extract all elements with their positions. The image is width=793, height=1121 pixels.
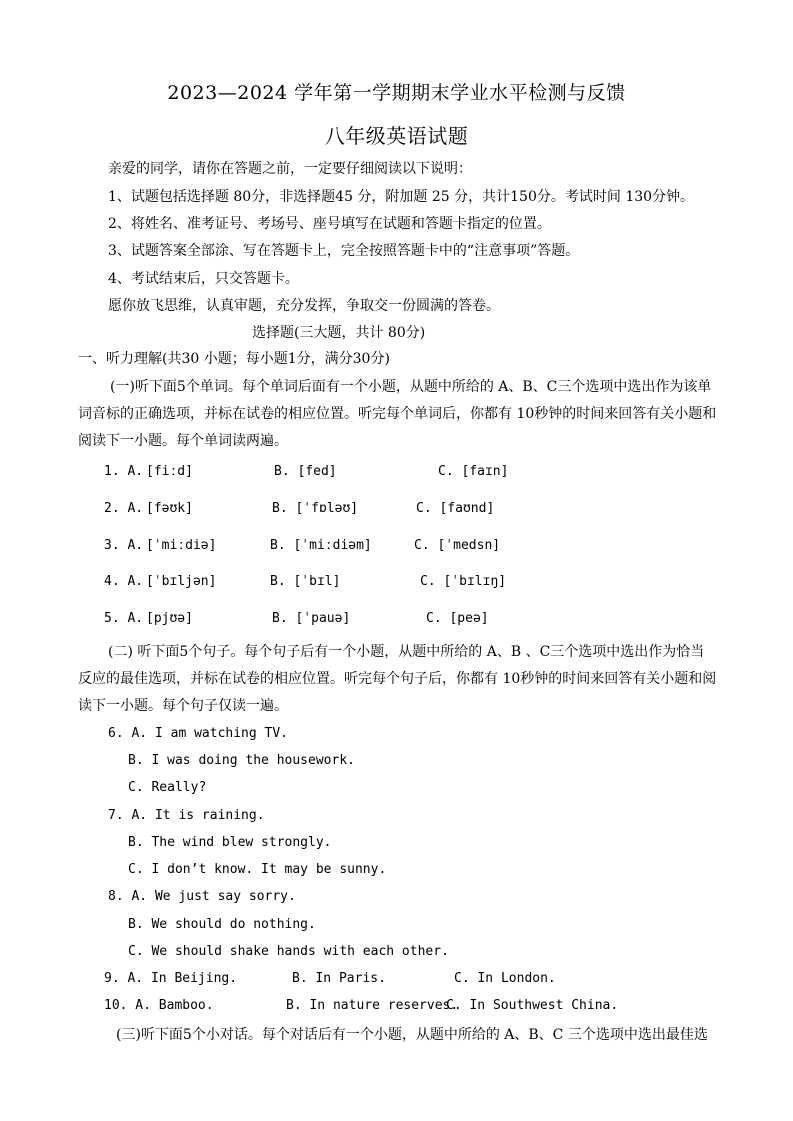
part1-heading: 一、听力理解(共30 小题；每小题1分，满分30分) <box>78 351 390 367</box>
q8-option-c: C. We should shake hands with each other. <box>128 944 449 959</box>
option-c: C. [ˈbɪlɪŋ] <box>420 574 507 589</box>
q6-option-c: C. Really? <box>128 780 207 795</box>
sub2-instructions-line1: (二) 听下面5个句子。每个句子后有一个小题，从题中所给的 A、B 、C三个选项中选出作为恰当 <box>108 644 705 660</box>
intro-rule-4: 4、考试结束后，只交答题卡。 <box>108 271 299 287</box>
intro-rule-2: 2、将姓名、准考证号、考场号、座号填写在试题和答题卡指定的位置。 <box>108 216 551 232</box>
option-b: B. [ˈmiːdiəm] <box>270 538 372 553</box>
q7-option-a: 7. A. It is raining. <box>108 808 265 823</box>
option-a: [pjʊə] <box>146 611 193 626</box>
option-a: [fiːd] <box>146 464 193 479</box>
sub1-instructions-line2: 词音标的正确选项，并标在试卷的相应位置。听完每个单词后，你都有 10秒钟的时间来回答有关小题和 <box>78 406 717 422</box>
intro-wish: 愿你放飞思维，认真审题，充分发挥，争取交一份圆满的答卷。 <box>108 298 500 314</box>
option-a: [fəʊk] <box>146 501 193 516</box>
q10-option-c: C. In Southwest China. <box>446 998 619 1013</box>
option-c: C. [faɪn] <box>438 464 509 479</box>
option-a: [ˈbɪljən] <box>146 574 217 589</box>
sub2-instructions-line3: 读下一小题。每个句子仅读一遍。 <box>78 698 288 714</box>
q8-option-b: B. We should do nothing. <box>128 917 316 932</box>
q6-option-b: B. I was doing the housework. <box>128 753 355 768</box>
q7-option-c: C. I don’t know. It may be sunny. <box>128 862 387 877</box>
question-number: 5. A. <box>104 611 144 626</box>
intro-rule-3: 3、试题答案全部涂、写在答题卡上，完全按照答题卡中的“注意事项”答题。 <box>108 243 580 259</box>
exam-subtitle: 八年级英语试题 <box>324 124 469 148</box>
option-a: [ˈmiːdiə] <box>146 538 217 553</box>
intro-greeting: 亲爱的同学，请你在答题之前，一定要仔细阅读以下说明： <box>108 161 472 177</box>
section-heading: 选择题(三大题，共计 80分) <box>252 325 426 341</box>
q6-option-a: 6. A. I am watching TV. <box>108 726 289 741</box>
question-number: 4. A. <box>104 574 144 589</box>
q10-option-b: B. In nature reserves. <box>286 998 459 1013</box>
intro-rule-1: 1、试题包括选择题 80分，非选择题45 分，附加题 25 分，共计150分。考试时间 130分钟。 <box>108 189 695 205</box>
option-c: C. [peə] <box>426 611 489 626</box>
question-number: 1. A. <box>104 464 144 479</box>
q10-option-a: 10. A. Bamboo. <box>104 998 214 1013</box>
option-c: C. [ˈmedsn] <box>414 538 501 553</box>
option-c: C. [faʊnd] <box>416 501 495 516</box>
q7-option-b: B. The wind blew strongly. <box>128 835 332 850</box>
option-b: B. [fed] <box>274 464 337 479</box>
q9-option-a: 9. A. In Beijing. <box>104 971 238 986</box>
question-number: 2. A. <box>104 501 144 516</box>
sub1-instructions-line3: 阅读下一小题。每个单词读两遍。 <box>78 433 288 449</box>
exam-title: 2023—2024 学年第一学期期末学业水平检测与反馈 <box>167 82 626 104</box>
q8-option-a: 8. A. We just say sorry. <box>108 889 296 904</box>
sub1-instructions-line1: (一)听下面5个单词。每个单词后面有一个小题，从题中所给的 A、B、C三个选项中选出作为该单 <box>110 379 712 395</box>
option-b: B. [ˈbɪl] <box>270 574 341 589</box>
question-number: 3. A. <box>104 538 144 553</box>
q9-option-b: B. In Paris. <box>292 971 386 986</box>
option-b: B. [ˈfɒləʊ] <box>272 501 359 516</box>
option-b: B. [ˈpauə] <box>272 611 351 626</box>
sub2-instructions-line2: 反应的最佳选项，并标在试卷的相应位置。听完每个句子后，你都有 10秒钟的时间来回答有关小题和阅 <box>78 671 717 687</box>
q9-option-c: C. In London. <box>454 971 556 986</box>
sub3-instructions-line1: (三)听下面5个小对话。每个对话后有一个小题，从题中所给的 A、B、C 三个选项中选出最佳选 <box>116 1027 708 1043</box>
